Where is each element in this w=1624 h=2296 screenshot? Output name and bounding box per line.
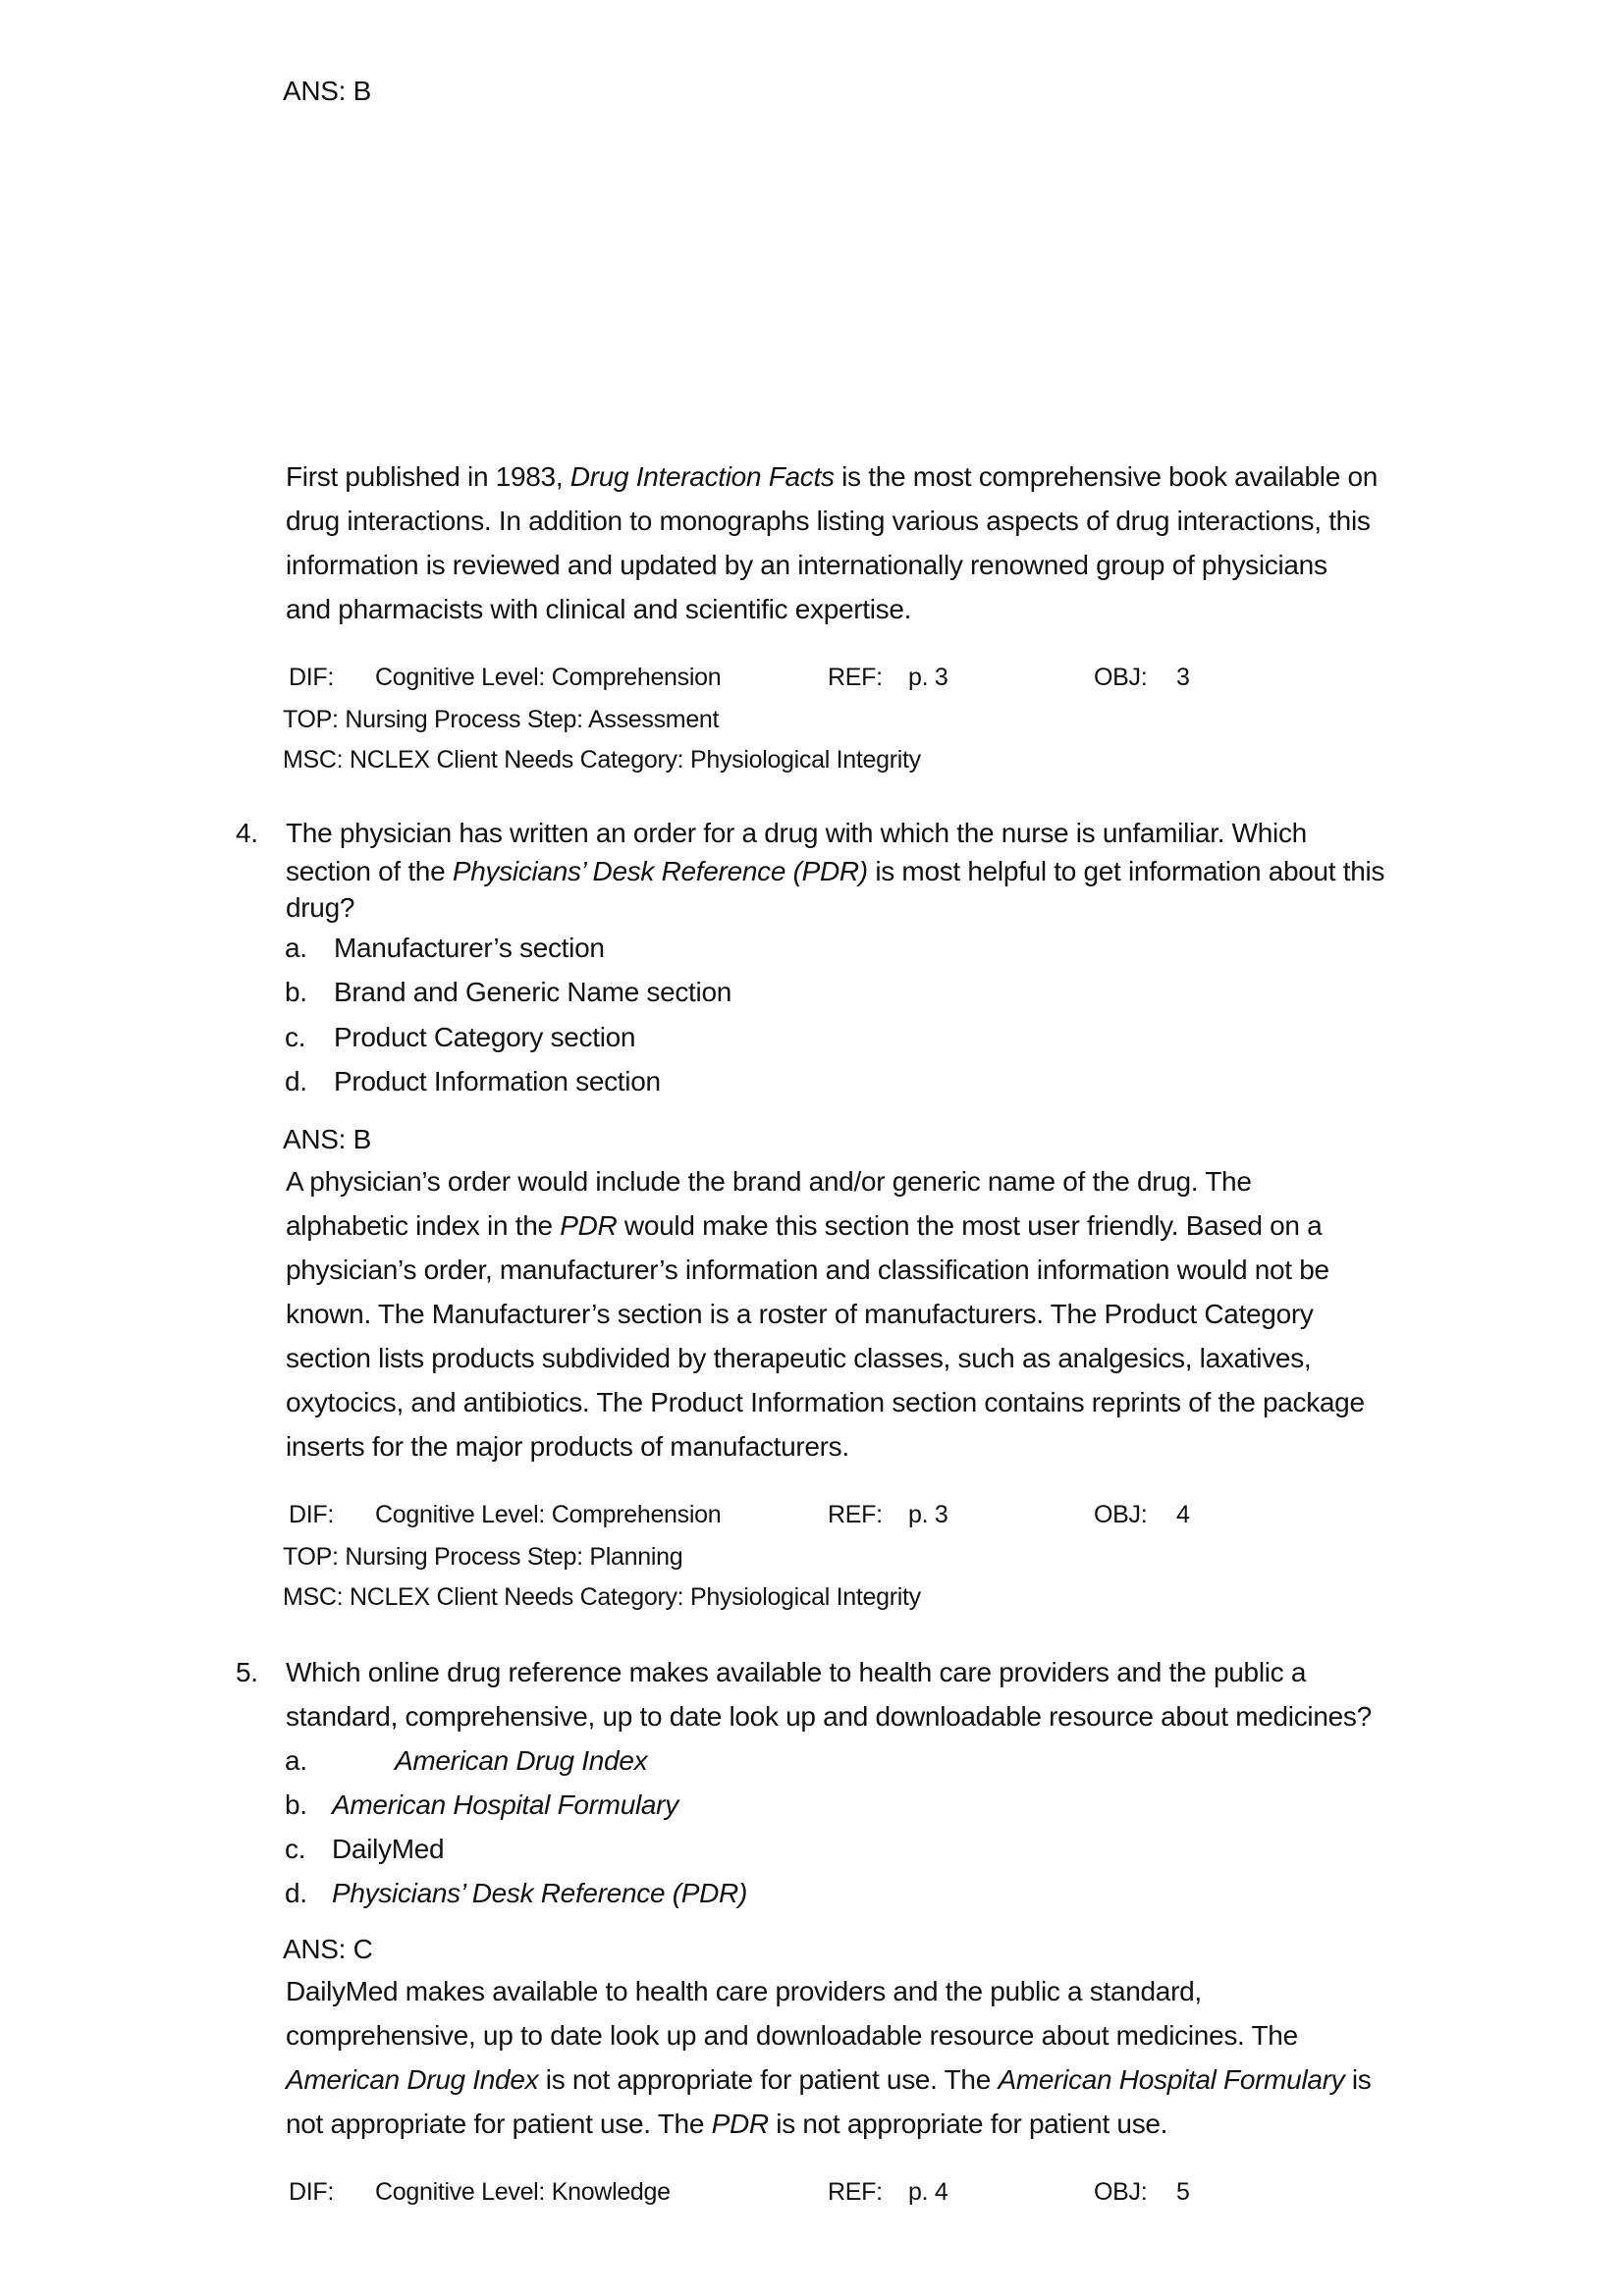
dif-label: DIF: — [289, 1501, 335, 1528]
question-number: 5. — [236, 1657, 258, 1687]
answer-label: ANS: C — [283, 1934, 373, 1964]
italic-title: American Hospital Formulary — [998, 2064, 1345, 2095]
text-run: is — [1344, 2064, 1372, 2095]
italic-title: Drug Interaction Facts — [569, 461, 835, 492]
option-letter: b. — [285, 1789, 307, 1820]
answer-label: ANS: B — [283, 1124, 372, 1154]
rationale-line — [286, 1429, 849, 1465]
text-run: known. The Manufacturer’s section is a roster of manufacturers. The Product Category — [286, 1299, 1314, 1329]
text-run: Product Category section — [334, 1022, 636, 1052]
obj-label: OBJ: — [1094, 1501, 1148, 1528]
obj-label: OBJ: — [1094, 2178, 1148, 2206]
ref-label: REF: — [828, 2178, 883, 2206]
italic-title: Physicians’ Desk Reference (PDR) — [452, 856, 868, 886]
option-text — [395, 1743, 647, 1779]
text-run: oxytocics, and antibiotics. The Product Information section contains reprints of the package — [286, 1387, 1365, 1417]
rationale-line — [286, 2018, 1298, 2054]
text-run: drug? — [286, 892, 355, 923]
question-stem-line — [286, 1655, 1306, 1690]
dif-value: Cognitive Level: Comprehension — [375, 1501, 722, 1528]
obj-value: 4 — [1176, 1501, 1190, 1528]
rationale-line — [286, 1297, 1314, 1332]
text-run: comprehensive, up to date look up and downloadable resource about medicines. The — [286, 2020, 1298, 2051]
italic-title: American Drug Index — [395, 1745, 648, 1776]
text-run: physician’s order, manufacturer’s information and classification information would not be — [286, 1255, 1329, 1285]
option-letter: c. — [285, 1834, 306, 1864]
text-run: would make this section the most user friendly. Based on a — [617, 1210, 1323, 1241]
text-run: Which online drug reference makes available to health care providers and the public a — [286, 1657, 1307, 1687]
text-run: standard, comprehensive, up to date look up and downloadable resource about medicines? — [286, 1701, 1372, 1732]
topic-line: TOP: Nursing Process Step: Planning — [283, 1543, 683, 1571]
rationale-line — [286, 1974, 1202, 2009]
text-run: Manufacturer’s section — [334, 933, 605, 963]
text-run: drug interactions. In addition to monographs listing various aspects of drug interactions, this — [286, 506, 1371, 536]
text-run: First published in 1983, — [286, 461, 570, 492]
text-run: alphabetic index in the — [286, 1210, 561, 1241]
option-text — [334, 1064, 661, 1099]
rationale-line — [286, 2107, 1167, 2142]
msc-line: MSC: NCLEX Client Needs Category: Physiological Integrity — [283, 746, 921, 774]
text-run: inserts for the major products of manufacturers. — [286, 1431, 849, 1462]
text-run: and pharmacists with clinical and scientific expertise. — [286, 594, 912, 624]
rationale-line — [286, 459, 1378, 495]
text-run: is most helpful to get information about this — [867, 856, 1385, 886]
ref-label: REF: — [828, 1501, 883, 1528]
text-run: Brand and Generic Name section — [334, 977, 731, 1007]
rationale-line — [286, 2062, 1371, 2098]
option-letter: b. — [285, 977, 307, 1007]
option-text — [334, 931, 605, 966]
obj-label: OBJ: — [1094, 664, 1148, 691]
rationale-line — [286, 1341, 1311, 1376]
obj-value: 3 — [1176, 664, 1190, 691]
option-letter: d. — [285, 1878, 307, 1908]
text-run: A physician’s order would include the brand and/or generic name of the drug. The — [286, 1166, 1252, 1197]
italic-title: American Hospital Formulary — [332, 1789, 678, 1820]
option-text — [332, 1876, 747, 1911]
dif-label: DIF: — [289, 664, 335, 691]
question-stem-line — [286, 1699, 1372, 1735]
topic-line: TOP: Nursing Process Step: Assessment — [283, 706, 720, 733]
rationale-line — [286, 1253, 1329, 1288]
dif-value: Cognitive Level: Knowledge — [375, 2178, 671, 2206]
option-text — [334, 1020, 635, 1055]
option-letter: a. — [285, 933, 307, 963]
option-letter: d. — [285, 1066, 307, 1096]
question-stem-line — [286, 890, 354, 926]
ref-value: p. 4 — [908, 2178, 948, 2206]
text-run: Product Information section — [334, 1066, 661, 1096]
dif-value: Cognitive Level: Comprehension — [375, 664, 722, 691]
option-text — [332, 1832, 444, 1867]
dif-label: DIF: — [289, 2178, 335, 2206]
text-run: is not appropriate for patient use. — [768, 2109, 1168, 2139]
text-run: DailyMed — [332, 1834, 445, 1864]
italic-title: PDR — [711, 2109, 769, 2139]
answer-label: ANS: B — [283, 76, 372, 106]
ref-label: REF: — [828, 664, 883, 691]
italic-title: Physicians’ Desk Reference (PDR) — [332, 1878, 747, 1908]
text-run: information is reviewed and updated by an internationally renowned group of physicians — [286, 550, 1327, 580]
text-run: The physician has written an order for a drug with which the nurse is unfamiliar. Which — [286, 818, 1307, 848]
text-run: DailyMed makes available to health care providers and the public a standard, — [286, 1976, 1202, 2006]
ref-value: p. 3 — [908, 1501, 948, 1528]
option-text — [332, 1788, 678, 1823]
text-run: section of the — [286, 856, 453, 886]
text-run: not appropriate for patient use. The — [286, 2109, 712, 2139]
option-text — [334, 975, 731, 1010]
text-run: section lists products subdivided by therapeutic classes, such as analgesics, laxatives, — [286, 1343, 1312, 1373]
rationale-line — [286, 592, 911, 627]
obj-value: 5 — [1176, 2178, 1190, 2206]
question-stem-line — [286, 854, 1384, 889]
text-run: is not appropriate for patient use. The — [538, 2064, 999, 2095]
ref-value: p. 3 — [908, 664, 948, 691]
option-letter: a. — [285, 1745, 307, 1776]
text-run: is the most comprehensive book available on — [834, 461, 1378, 492]
question-number: 4. — [236, 818, 258, 848]
rationale-line — [286, 1385, 1365, 1420]
rationale-line — [286, 504, 1371, 539]
question-stem-line — [286, 816, 1307, 851]
italic-title: American Drug Index — [286, 2064, 539, 2095]
rationale-line — [286, 1208, 1322, 1244]
rationale-line — [286, 1164, 1252, 1200]
rationale-line — [286, 548, 1327, 583]
italic-title: PDR — [560, 1210, 618, 1241]
msc-line: MSC: NCLEX Client Needs Category: Physiological Integrity — [283, 1583, 921, 1611]
option-letter: c. — [285, 1022, 306, 1052]
